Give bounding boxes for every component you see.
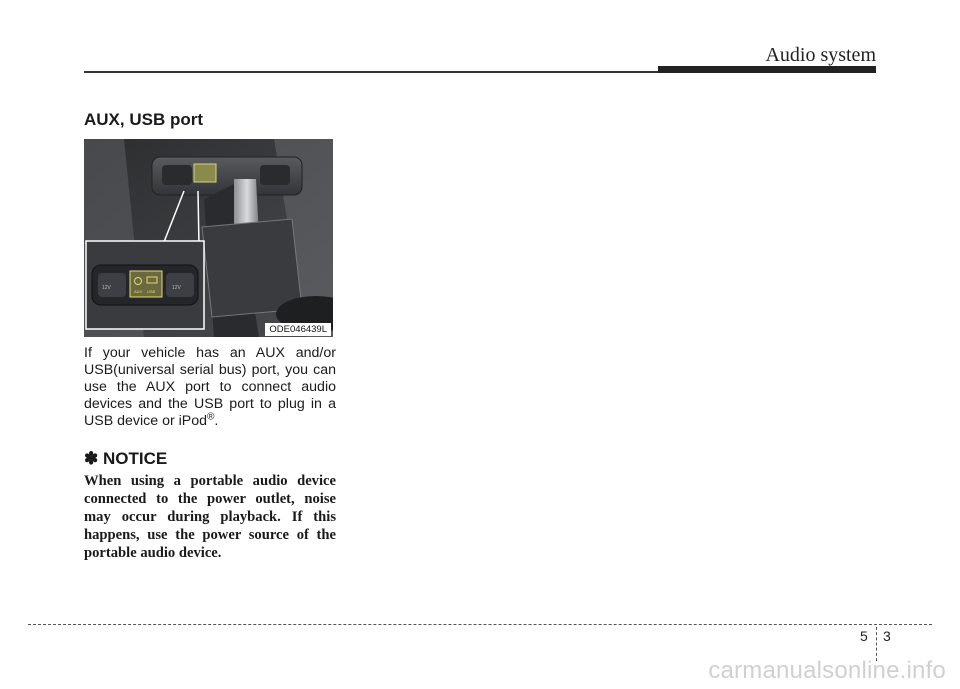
figure-code: ODE046439L	[265, 323, 331, 337]
console-photo	[84, 139, 333, 337]
section-heading: AUX, USB port	[84, 110, 203, 129]
watermark: carmanualsonline.info	[708, 657, 946, 684]
registered-mark: ®	[207, 411, 215, 423]
notice-icon: ✽	[84, 449, 99, 468]
header-title: Audio system	[765, 44, 876, 66]
chapter-number: 5	[860, 628, 868, 644]
port-label-aux: AUX	[134, 289, 143, 294]
page-number: 3	[883, 628, 891, 644]
page-divider	[876, 627, 877, 661]
port-label-12v-left: 12V	[102, 285, 111, 291]
body-paragraph: If your vehicle has an AUX and/or USB(universal serial bus) port, you can use the AUX port to connect audio devices and the USB port to plug in a USB device or iPod®.	[84, 345, 336, 429]
header-rule-accent	[658, 66, 876, 73]
port-label-usb: USB	[147, 289, 156, 294]
notice-heading: ✽ NOTICE	[84, 449, 168, 468]
notice-text: When using a portable audio device connected to the power outlet, noise may occur during playback. If this happens, use the power source of the portable audio device.	[84, 473, 336, 561]
footer-rule	[28, 624, 932, 625]
port-label-12v-right: 12V	[172, 285, 181, 291]
header-rule	[84, 71, 684, 73]
